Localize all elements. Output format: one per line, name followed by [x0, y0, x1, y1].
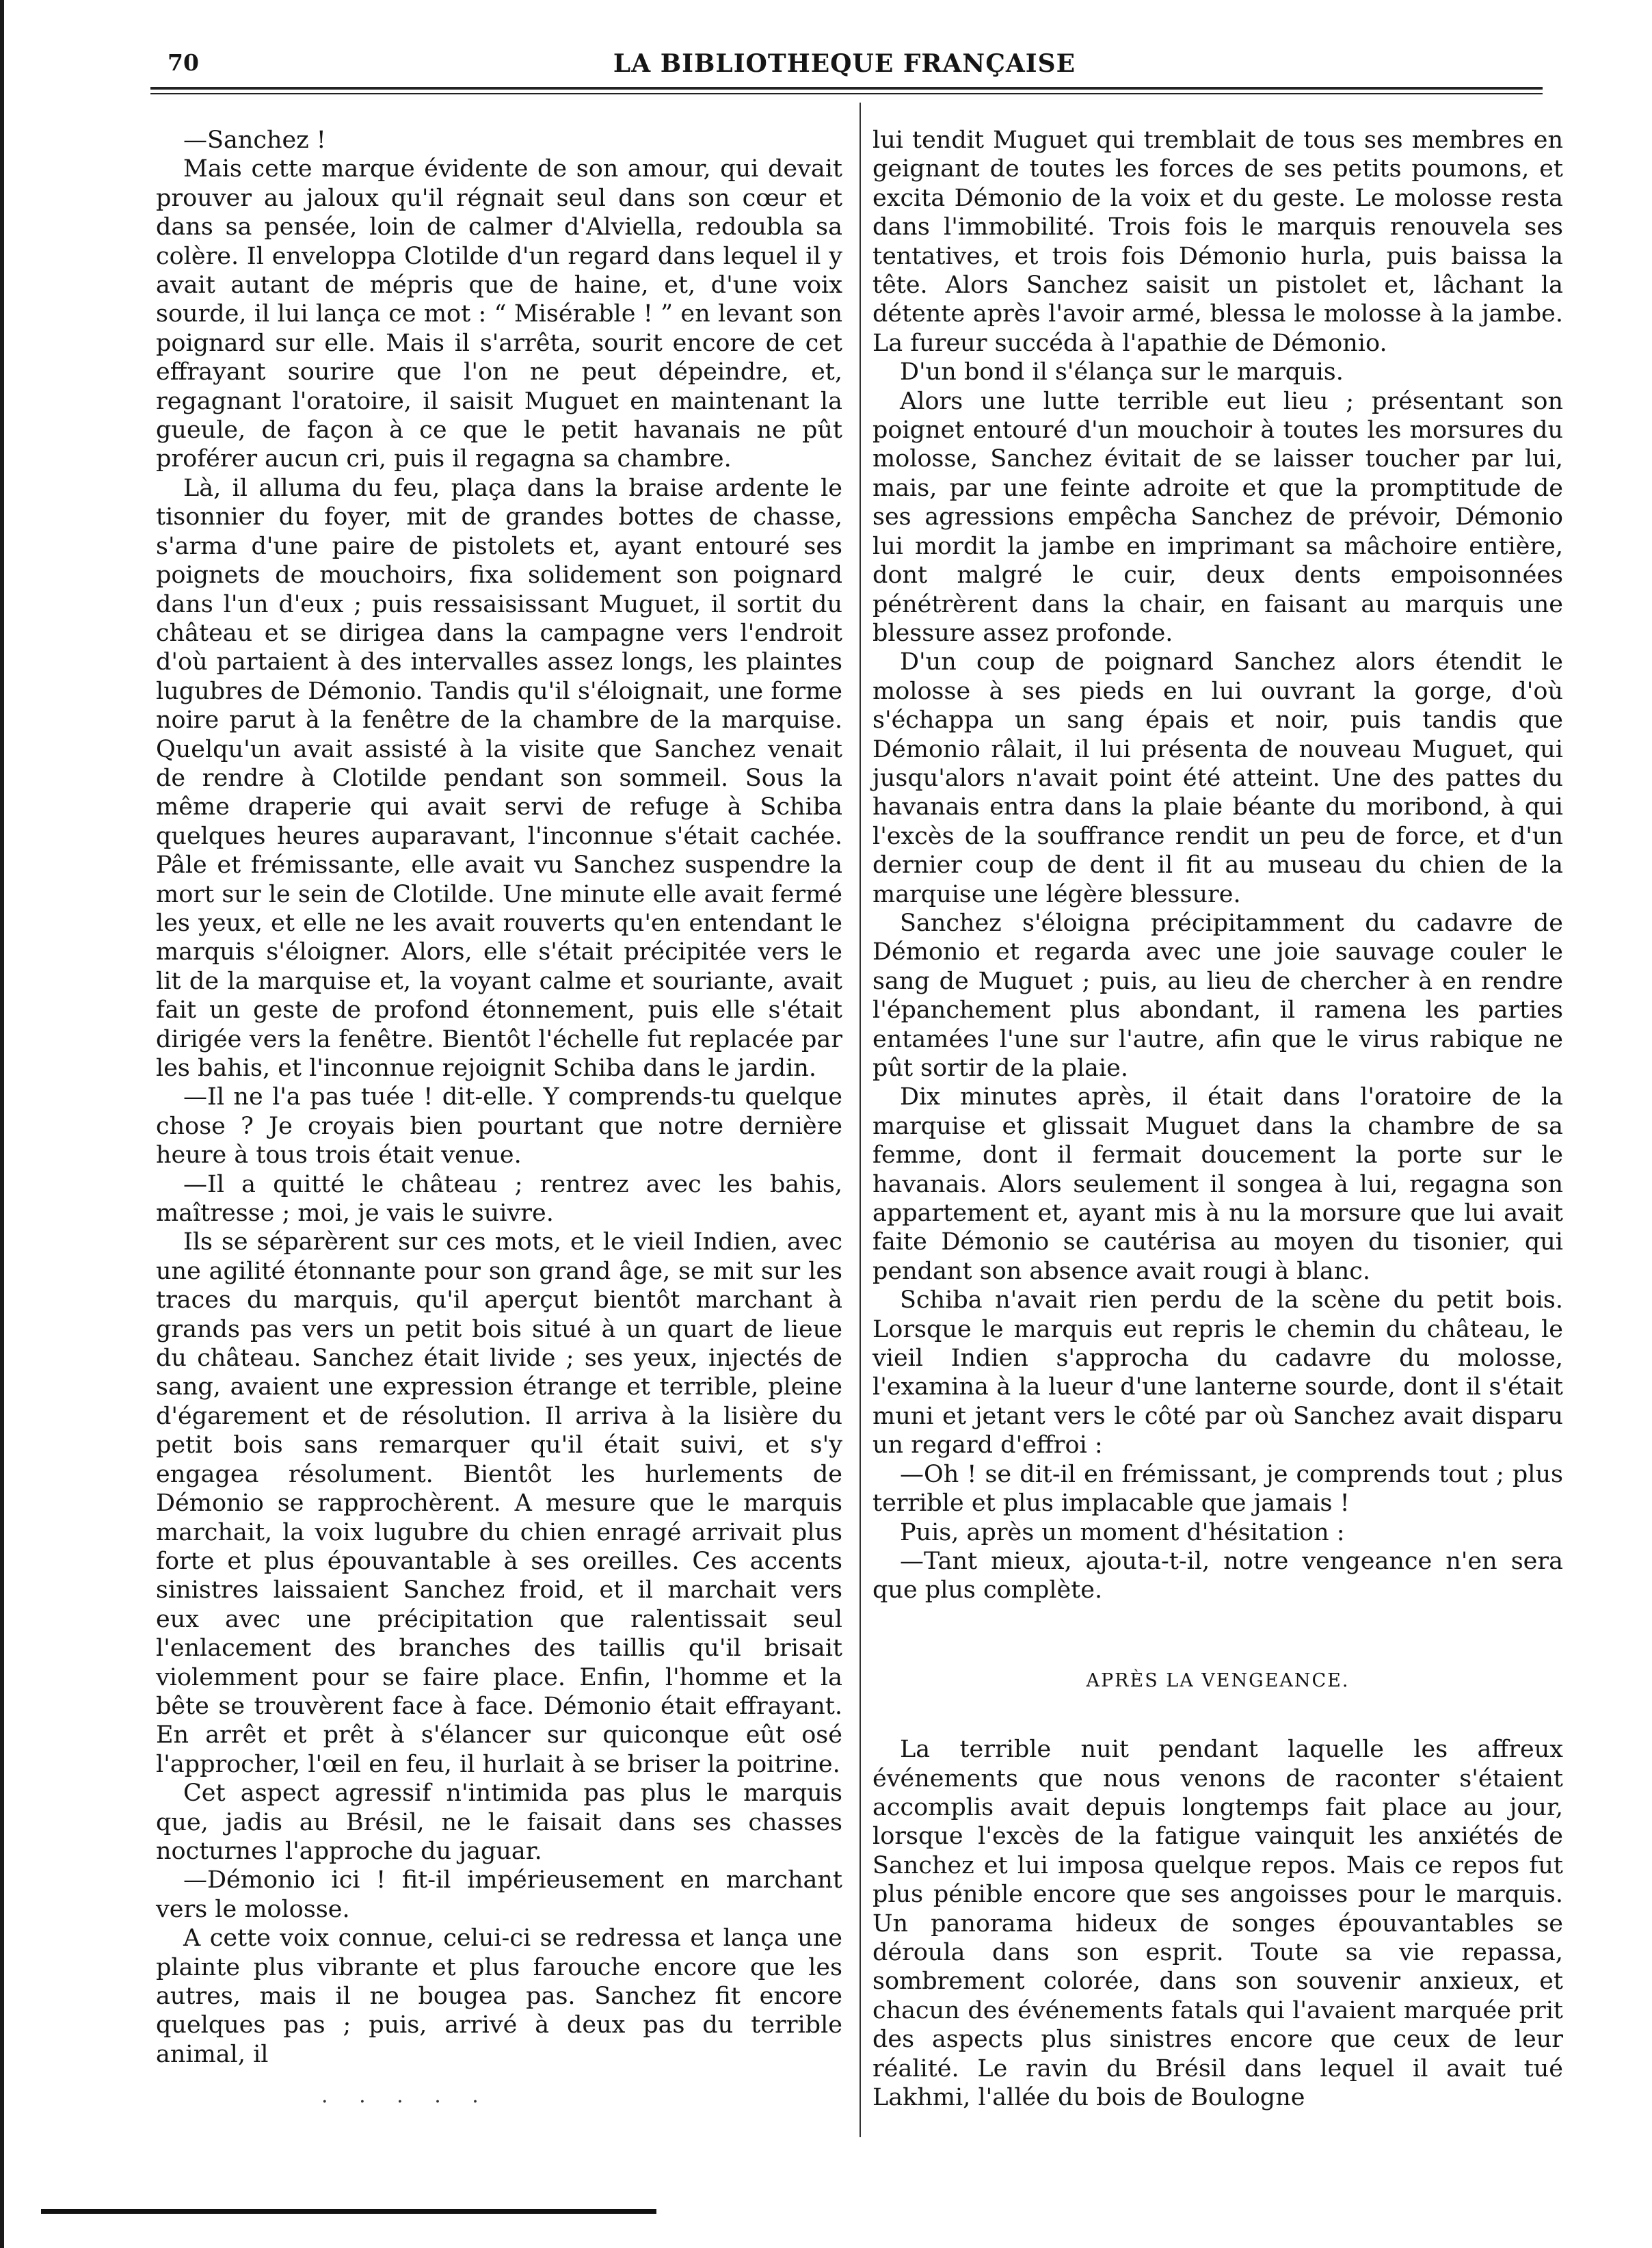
right-column [872, 126, 1563, 2112]
paragraph: —Oh ! se dit-il en frémissant, je comprends tout ; plus terrible et plus implacable que jamais ! [872, 1460, 1563, 1518]
paragraph: Ils se séparèrent sur ces mots, et le vieil Indien, avec une agilité étonnante pour son grand âge, se mit sur les traces du marquis, qu'il aperçut bientôt marchant à grands pas vers un petit bois situé à un quart de lieue du château. Sanchez était livide ; ses yeux, injectés de sang, avaient une expression étrange et terrible, pleine d'égarement et de résolution. Il arriva à la lisière du petit bois sans remarquer qu'il était suivi, et s'y engagea résolument. Bientôt les hurlements de Démonio se rapprochèrent. A mesure que le marquis marchait, la voix lugubre du chien enragé arrivait plus forte et plus épouvantable à ses oreilles. Ces accents sinistres laissaient Sanchez froid, et il marchait vers eux avec une précipitation que ralentissait seul l'enlacement des branches des taillis qu'il brisait violemment pour se faire place. Enfin, l'homme et la bête se trouvèrent face à face. Démonio était effrayant. En arrêt et prêt à s'élancer sur quiconque eût osé l'approcher, l'œil en feu, il hurlait à se briser la poitrine. [156, 1228, 842, 1778]
paragraph: —Il ne l'a pas tuée ! dit-elle. Y comprends-tu quelque chose ? Je croyais bien pourtant que notre dernière heure à tous trois était venue. [156, 1083, 842, 1169]
paragraph: D'un coup de poignard Sanchez alors étendit le molosse à ses pieds en lui ouvrant la gorge, d'où s'échappa un sang épais et noir, puis tandis que Démonio râlait, il lui présenta de nouveau Muguet, qui jusqu'alors n'avait point été atteint. Une des pattes du havanais entra dans la plaie béante du moribond, à qui l'excès de la souffrance rendit un peu de force, et d'un dernier coup de dent il fit au museau du chien de la marquise une légère blessure. [872, 648, 1563, 908]
header-rule-thin [150, 93, 1543, 94]
paragraph: Schiba n'avait rien perdu de la scène du petit bois. Lorsque le marquis eut repris le chemin du château, le vieil Indien s'approcha du cadavre du molosse, l'examina à la lueur d'une lanterne sourde, dont il s'était muni et jetant vers le côté par où Sanchez avait disparu un regard d'effroi : [872, 1286, 1563, 1459]
section-title: APRÈS LA VENGEANCE. [1086, 1669, 1350, 1691]
paragraph: Dix minutes après, il était dans l'oratoire de la marquise et glissait Muguet dans la chambre de sa femme, dont il fermait doucement la porte sur le havanais. Alors seulement il songea à lui, regagna son appartement et, ayant mis à nu la morsure que lui avait faite Démonio se cautérisa au moyen du tisonier, qui pendant son absence avait rougi à blanc. [872, 1083, 1563, 1285]
paragraph: Mais cette marque évidente de son amour, qui devait prouver au jaloux qu'il régnait seul dans son cœur et dans sa pensée, loin de calmer d'Alviella, redoubla sa colère. Il enveloppa Clotilde d'un regard dans lequel il y avait autant de mépris que de haine, et, d'une voix sourde, il lui lança ce mot : “ Misérable ! ” en levant son poignard sur elle. Mais il s'arrêta, sourit encore de cet effrayant sourire que l'on ne peut dépeindre, et, regagnant l'oratoire, il saisit Muguet en maintenant la gueule, de façon à ce que le petit havanais ne pût proférer aucun cri, puis il regagna sa chambre. [156, 155, 842, 473]
paragraph: lui tendit Muguet qui tremblait de tous ses membres en geignant de toutes les forces de ses petits poumons, et excita Démonio de la voix et du geste. Le molosse resta dans l'immobilité. Trois fois le marquis renouvela ses tentatives, et trois fois Démonio hurla, puis baissa la tête. Alors Sanchez saisit un pistolet et, lâchant la détente après l'avoir armé, blessa le molosse à la jambe. La fureur succéda à l'apathie de Démonio. [872, 127, 1563, 357]
column-divider [860, 103, 861, 2137]
footer-marks: . . . . . [321, 2084, 491, 2108]
paragraph: Puis, après un moment d'hésitation : [900, 1518, 1345, 1546]
paragraph: A cette voix connue, celui-ci se redressa et lança une plainte plus vibrante et plus farouche encore que les autres, mais il ne bougea pas. Sanchez fit encore quelques pas ; puis, arrivé à deux pas du terrible animal, il [156, 1925, 842, 2068]
left-column [156, 126, 842, 2069]
paragraph: Sanchez s'éloigna précipitamment du cadavre de Démonio et regarda avec une joie sauvage couler le sang de Muguet ; puis, au lieu de chercher à en rendre l'épanchement plus abondant, il ramena les parties entamées l'une sur l'autre, afin que le virus rabique ne pût sortir de la plaie. [872, 909, 1563, 1082]
running-title: LA BIBLIOTHEQUE FRANÇAISE [613, 49, 1076, 78]
page-edge [0, 0, 4, 2248]
header-rule-thick [150, 87, 1543, 90]
footer-rule [41, 2209, 656, 2214]
paragraph: —Il a quitté le château ; rentrez avec les bahis, maîtresse ; moi, je vais le suivre. [156, 1170, 842, 1228]
paragraph: —Démonio ici ! fit-il impérieusement en marchant vers le molosse. [156, 1866, 842, 1923]
paragraph: —Sanchez ! [183, 127, 326, 154]
paragraph: D'un bond il s'élança sur le marquis. [900, 358, 1344, 386]
paragraph: Cet aspect agressif n'intimida pas plus le marquis que, jadis au Brésil, ne le faisait dans ses chasses nocturnes l'approche du jaguar. [156, 1780, 842, 1865]
paragraph: Alors une lutte terrible eut lieu ; présentant son poignet entouré d'un mouchoir à toutes les morsures du molosse, Sanchez évitait de se laisser toucher par lui, mais, par une feinte adroite et que la promptitude de ses agressions empêcha Sanchez de prévoir, Démonio lui mordit la jambe en imprimant sa mâchoire entière, dont malgré le cuir, deux dents empoisonnées pénétrèrent dans la chair, en faisant au marquis une blessure assez profonde. [872, 387, 1563, 647]
paragraph: —Tant mieux, ajouta-t-il, notre vengeance n'en sera que plus complète. [872, 1547, 1563, 1604]
page-header [147, 48, 1542, 82]
paragraph: Là, il alluma du feu, plaça dans la braise ardente le tisonnier du foyer, mit de grandes bottes de chasse, s'arma d'une paire de pistolets et, ayant entouré ses poignets de mouchoirs, fixa solidement son poignard dans l'un d'eux ; puis ressaisissant Muguet, il sortit du château et se dirigea dans la campagne vers l'endroit d'où partaient à des intervalles assez longs, les plaintes lugubres de Démonio. Tandis qu'il s'éloignait, une forme noire parut à la fenêtre de la chambre de la marquise. Quelqu'un avait assisté à la visite que Sanchez venait de rendre à Clotilde pendant son sommeil. Sous la même draperie qui avait servi de refuge à Schiba quelques heures auparavant, l'inconnue s'était cachée. Pâle et frémissante, elle avait vu Sanchez suspendre la mort sur le sein de Clotilde. Une minute elle avait fermé les yeux, et elle ne les avait rouverts qu'en entendant le marquis s'éloigner. Alors, elle s'était précipitée vers le lit de la marquise et, la voyant calme et souriante, avait fait un geste de profond étonnement, puis elle s'était dirigée vers la fenêtre. Bientôt l'échelle fut replacée par les bahis, et l'inconnue rejoignit Schiba dans le jardin. [156, 474, 842, 1082]
page-number: 70 [168, 49, 199, 76]
paragraph: La terrible nuit pendant laquelle les affreux événements que nous venons de raconter s'étaient accomplis avait depuis longtemps fait place au jour, lorsque l'excès de la fatigue vainquit les anxiétés de Sanchez et lui imposa quelque repos. Mais ce repos fut plus pénible encore que ses angoisses pour le marquis. Un panorama hideux de songes épouvantables se déroula dans son esprit. Toute sa vie repassa, sombrement colorée, dans son souvenir anxieux, et chacun des événements fatals qui l'avaient marquée prit des aspects plus sinistres encore que ceux de leur réalité. Le ravin du Brésil dans lequel il avait tué Lakhmi, l'allée du bois de Boulogne [872, 1736, 1563, 2111]
